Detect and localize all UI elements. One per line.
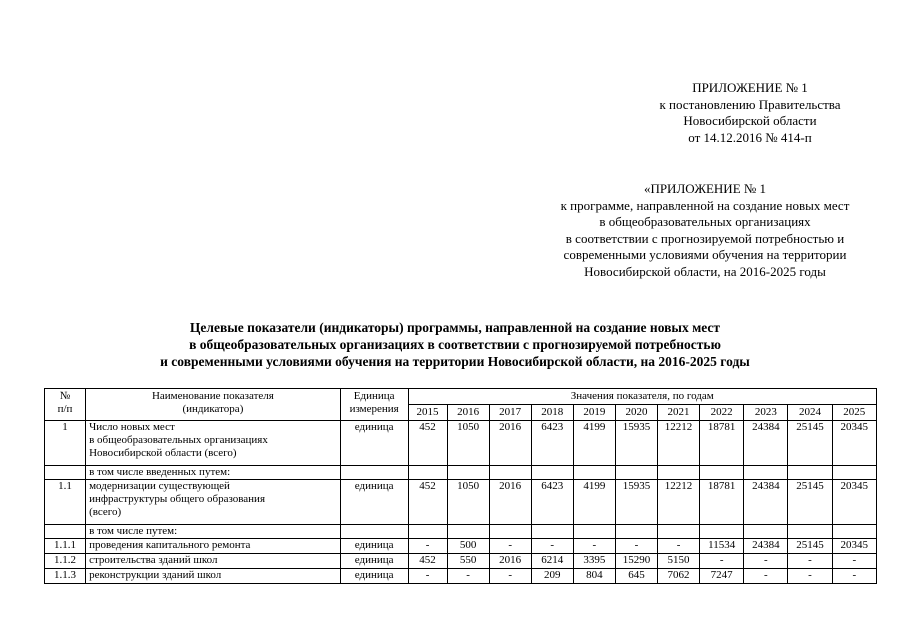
row-value — [658, 525, 700, 539]
title-line: и современными условиями обучения на территории Новосибирской области, на 2016-2025 годы — [160, 354, 750, 369]
row-name-line: в том числе путем: — [89, 525, 178, 537]
row-name-line: инфраструктуры общего образования — [89, 493, 266, 505]
table-row — [45, 554, 877, 569]
row-value: 452 — [408, 554, 447, 569]
row-value: 5150 — [658, 554, 700, 569]
row-name-line: Число новых мест — [89, 421, 175, 433]
row-unit: единица — [340, 554, 408, 569]
row-value: 11534 — [700, 539, 744, 554]
row-value — [700, 466, 744, 480]
row-value: - — [408, 539, 447, 554]
row-value — [658, 466, 700, 480]
row-value: - — [489, 539, 531, 554]
row-value: 2016 — [489, 554, 531, 569]
row-value — [489, 466, 531, 480]
row-value: 550 — [447, 554, 489, 569]
header-year: 2023 — [744, 405, 788, 421]
program-appendix-line: в общеобразовательных организациях — [599, 214, 811, 229]
row-value: 25145 — [788, 480, 832, 525]
row-value: 25145 — [788, 539, 832, 554]
row-value: 7062 — [658, 569, 700, 584]
row-value: - — [744, 569, 788, 584]
row-num — [45, 466, 86, 480]
row-value — [788, 525, 832, 539]
appendix-header — [600, 80, 900, 146]
row-value: 15935 — [615, 421, 657, 466]
row-value: 18781 — [700, 480, 744, 525]
table-row — [45, 525, 877, 539]
row-value: 18781 — [700, 421, 744, 466]
row-value — [573, 525, 615, 539]
row-value: 645 — [615, 569, 657, 584]
row-value: 452 — [408, 421, 447, 466]
row-value: 2016 — [489, 480, 531, 525]
program-appendix-line: в соответствии с прогнозируемой потребностью и — [565, 230, 845, 246]
row-value: - — [832, 569, 876, 584]
row-unit: единица — [340, 480, 408, 525]
row-value: 7247 — [700, 569, 744, 584]
row-value: 209 — [531, 569, 573, 584]
header-year: 2018 — [531, 405, 573, 421]
row-unit — [340, 525, 408, 539]
row-value — [573, 466, 615, 480]
row-name-line: (всего) — [89, 506, 122, 518]
row-unit — [340, 466, 408, 480]
row-value: 15935 — [615, 480, 657, 525]
header-year: 2022 — [700, 405, 744, 421]
header-num: № п/п — [45, 389, 86, 421]
program-appendix-line: «ПРИЛОЖЕНИЕ № 1 — [643, 181, 767, 196]
row-num: 1.1 — [45, 480, 86, 525]
row-value — [744, 525, 788, 539]
row-value: 500 — [447, 539, 489, 554]
row-value — [408, 525, 447, 539]
row-value: - — [447, 569, 489, 584]
row-value: 12212 — [658, 480, 700, 525]
row-value — [615, 525, 657, 539]
row-value: 20345 — [832, 480, 876, 525]
program-appendix-line: Новосибирской области, на 2016-2025 годы — [584, 263, 826, 279]
row-name — [86, 569, 341, 584]
row-num: 1 — [45, 421, 86, 466]
row-value — [700, 525, 744, 539]
row-num: 1.1.2 — [45, 554, 86, 569]
row-value — [447, 466, 489, 480]
header-values: Значения показателя, по годам — [408, 389, 876, 405]
row-name — [86, 525, 341, 539]
row-value: 452 — [408, 480, 447, 525]
row-unit: единица — [340, 539, 408, 554]
row-name-line: в общеобразовательных организациях — [89, 434, 268, 446]
row-name — [86, 480, 341, 525]
row-num: 1.1.3 — [45, 569, 86, 584]
row-name — [86, 466, 341, 480]
row-value — [489, 525, 531, 539]
row-unit: единица — [340, 569, 408, 584]
row-value: 24384 — [744, 539, 788, 554]
row-value: - — [573, 539, 615, 554]
row-name-line: реконструкции зданий школ — [89, 569, 222, 581]
row-value: - — [408, 569, 447, 584]
row-value — [832, 525, 876, 539]
row-value — [832, 466, 876, 480]
row-name — [86, 554, 341, 569]
row-value: - — [700, 554, 744, 569]
appendix-line: от 14.12.2016 № 414-п — [688, 129, 812, 145]
row-value: - — [788, 554, 832, 569]
row-value: 804 — [573, 569, 615, 584]
appendix-line: к постановлению Правительства — [659, 96, 841, 112]
row-value: 4199 — [573, 421, 615, 466]
table-row — [45, 466, 877, 480]
row-num — [45, 525, 86, 539]
row-value: - — [531, 539, 573, 554]
row-value — [615, 466, 657, 480]
row-value: 15290 — [615, 554, 657, 569]
row-value: 1050 — [447, 421, 489, 466]
row-value: 24384 — [744, 480, 788, 525]
row-value — [744, 466, 788, 480]
appendix-line: ПРИЛОЖЕНИЕ № 1 — [692, 80, 808, 95]
row-name — [86, 539, 341, 554]
row-value: - — [832, 554, 876, 569]
header-year: 2017 — [489, 405, 531, 421]
row-name-line: Новосибирской области (всего) — [89, 447, 237, 459]
row-value: 4199 — [573, 480, 615, 525]
row-value: 24384 — [744, 421, 788, 466]
table-row — [45, 539, 877, 554]
row-name — [86, 421, 341, 466]
row-value: 20345 — [832, 421, 876, 466]
header-year: 2024 — [788, 405, 832, 421]
row-value: - — [658, 539, 700, 554]
document-title — [60, 319, 850, 370]
header-year: 2016 — [447, 405, 489, 421]
row-value: 3395 — [573, 554, 615, 569]
row-value: - — [744, 554, 788, 569]
table-header-row — [45, 389, 877, 405]
row-name-line: проведения капитального ремонта — [89, 539, 251, 551]
table-body — [45, 421, 877, 584]
table-row — [45, 421, 877, 466]
title-line: в общеобразовательных организациях в соответствии с прогнозируемой потребностью — [189, 337, 721, 352]
table-row — [45, 480, 877, 525]
header-year: 2021 — [658, 405, 700, 421]
program-appendix-line: современными условиями обучения на территории — [563, 247, 847, 262]
title-line: Целевые показатели (индикаторы) программы, направленной на создание новых мест — [189, 320, 721, 335]
row-value — [531, 525, 573, 539]
row-value: 20345 — [832, 539, 876, 554]
header-name: Наименование показателя (индикатора) — [86, 389, 341, 421]
table-row — [45, 569, 877, 584]
program-appendix-header — [520, 181, 890, 280]
row-value: - — [788, 569, 832, 584]
row-value: 6423 — [531, 480, 573, 525]
header-unit: Единица измерения — [340, 389, 408, 421]
row-value — [531, 466, 573, 480]
row-name-line: модернизации существующей — [89, 480, 230, 492]
row-value: - — [615, 539, 657, 554]
program-appendix-line: к программе, направленной на создание новых мест — [560, 197, 850, 213]
row-value: - — [489, 569, 531, 584]
header-year: 2025 — [832, 405, 876, 421]
header-year: 2015 — [408, 405, 447, 421]
header-year: 2019 — [573, 405, 615, 421]
row-value: 25145 — [788, 421, 832, 466]
row-unit: единица — [340, 421, 408, 466]
indicators-table — [44, 388, 877, 584]
row-value: 6423 — [531, 421, 573, 466]
appendix-line: Новосибирской области — [683, 113, 817, 128]
row-value: 12212 — [658, 421, 700, 466]
row-num: 1.1.1 — [45, 539, 86, 554]
row-name-line: в том числе введенных путем: — [89, 466, 231, 478]
header-year: 2020 — [615, 405, 657, 421]
row-value: 1050 — [447, 480, 489, 525]
row-value — [447, 525, 489, 539]
row-value — [408, 466, 447, 480]
row-value: 6214 — [531, 554, 573, 569]
row-name-line: строительства зданий школ — [89, 554, 218, 566]
row-value — [788, 466, 832, 480]
row-value: 2016 — [489, 421, 531, 466]
